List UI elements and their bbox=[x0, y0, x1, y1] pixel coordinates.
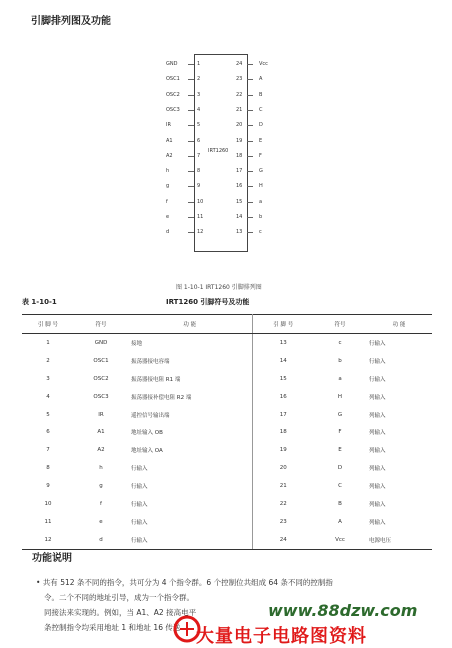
pin-number: 12 bbox=[197, 229, 204, 236]
cell-pin-number: 12 bbox=[22, 531, 74, 549]
cell-function-2: 列输入 bbox=[369, 448, 386, 455]
pin-label: OSC2 bbox=[166, 91, 180, 98]
table-row bbox=[22, 513, 432, 531]
pin-stub bbox=[247, 232, 253, 233]
table-row bbox=[22, 477, 432, 495]
pin-stub bbox=[247, 110, 253, 111]
pin-stub bbox=[247, 202, 253, 203]
cell-pin-number-2: 19 bbox=[279, 447, 287, 454]
pin-number: 23 bbox=[236, 76, 243, 83]
cell-symbol-2: a bbox=[338, 375, 342, 382]
pin-stub bbox=[188, 156, 194, 157]
pin-number: 17 bbox=[236, 168, 243, 175]
cell-function: 行输入 bbox=[128, 495, 252, 513]
cell-symbol-2: B bbox=[338, 500, 342, 507]
paragraph-line: 同接法来实现的。例如，当 A1、A2 接高电平 bbox=[44, 608, 197, 617]
cell-function: 振荡器接电阻 R1 端 bbox=[128, 370, 252, 388]
cell-pin-number-2: 13 bbox=[279, 339, 287, 346]
cell-pin-number-2: 24 bbox=[252, 531, 314, 549]
pin-number: 4 bbox=[197, 106, 201, 113]
pin-number: 19 bbox=[236, 137, 243, 144]
pin-label: e bbox=[166, 214, 170, 220]
cell-function-2: 列输入 bbox=[369, 501, 386, 508]
pin-stub bbox=[188, 110, 194, 111]
pin-number: 2 bbox=[197, 76, 201, 83]
watermark-text: 大量电子电路图资料 bbox=[196, 626, 367, 647]
cell-symbol-2: Vcc bbox=[314, 531, 366, 549]
pin-label: B bbox=[259, 91, 263, 98]
cell-function: 行输入 bbox=[128, 531, 252, 549]
header-symbol-2: 符号 bbox=[314, 315, 366, 334]
paragraph-line: 令。二个不同的地址引导，成为一个指令群。 bbox=[44, 593, 194, 602]
cell-symbol: OSC2 bbox=[93, 375, 109, 382]
cell-function-2: 列输入 bbox=[369, 394, 386, 401]
pin-stub bbox=[247, 217, 253, 218]
cell-symbol: d bbox=[74, 531, 128, 549]
cell-symbol-2: G bbox=[337, 411, 343, 418]
cell-symbol: e bbox=[99, 518, 103, 525]
table-row bbox=[22, 459, 432, 477]
pin-number: 22 bbox=[236, 91, 243, 98]
table-row bbox=[22, 334, 432, 352]
table-row bbox=[22, 370, 432, 388]
cell-pin-number: 8 bbox=[46, 465, 50, 472]
cell-pin-number-2: 17 bbox=[279, 411, 287, 418]
cell-function: 遥控信号输出端 bbox=[128, 406, 252, 424]
pin-number: 10 bbox=[197, 198, 204, 205]
cell-pin-number: 2 bbox=[46, 357, 50, 364]
pin-label: D bbox=[259, 122, 263, 129]
table-label: 表 1-10-1 bbox=[22, 298, 57, 306]
header-function-2: 功 能 bbox=[366, 315, 432, 334]
cell-pin-number: 4 bbox=[46, 393, 50, 400]
pin-stub bbox=[188, 171, 194, 172]
table-row bbox=[22, 406, 432, 424]
cell-function: 地址输入 OB bbox=[128, 423, 252, 441]
pin-stub bbox=[247, 141, 253, 142]
table-row bbox=[22, 352, 432, 370]
cell-pin-number: 10 bbox=[44, 500, 52, 507]
table-title: IRT1260 引脚符号及功能 bbox=[166, 298, 250, 306]
pin-number: 15 bbox=[236, 198, 243, 205]
pin-stub bbox=[247, 125, 253, 126]
pin-label: A bbox=[259, 76, 263, 83]
cell-function-2: 列输入 bbox=[369, 430, 386, 437]
cell-pin-number: 7 bbox=[46, 447, 50, 454]
cell-symbol-2: b bbox=[338, 357, 342, 364]
cell-function: 行输入 bbox=[128, 477, 252, 495]
cell-pin-number-2: 20 bbox=[279, 465, 287, 472]
table-row bbox=[22, 423, 432, 441]
pin-stub bbox=[188, 79, 194, 80]
cell-function-2: 电源电压 bbox=[366, 531, 432, 549]
page-heading: 引脚排列图及功能 bbox=[31, 16, 111, 27]
pin-number: 21 bbox=[236, 106, 243, 113]
pin-label: A2 bbox=[166, 152, 173, 159]
header-pin-number: 引 脚 号 bbox=[22, 315, 74, 334]
cell-function: 行输入 bbox=[128, 513, 252, 531]
pin-stub bbox=[247, 186, 253, 187]
pin-stub bbox=[247, 156, 253, 157]
header-function: 功 能 bbox=[128, 315, 252, 334]
cell-pin-number: 9 bbox=[46, 483, 50, 490]
cell-pin-number: 3 bbox=[46, 375, 50, 382]
section-title: 功能说明 bbox=[32, 553, 72, 564]
pin-stub bbox=[188, 95, 194, 96]
cell-pin-number-2: 16 bbox=[279, 393, 287, 400]
cell-function: 接地 bbox=[128, 334, 252, 352]
cell-symbol-2: A bbox=[338, 518, 342, 525]
cell-function-2: 列输入 bbox=[369, 466, 386, 473]
cell-symbol: f bbox=[100, 500, 102, 507]
table-row bbox=[22, 388, 432, 406]
header-pin-number-2: 引 脚 号 bbox=[252, 315, 314, 334]
cell-pin-number-2: 18 bbox=[279, 429, 287, 436]
cell-symbol-2: E bbox=[338, 447, 342, 454]
cell-pin-number-2: 22 bbox=[279, 500, 287, 507]
pin-label: F bbox=[259, 152, 262, 159]
cell-symbol: A1 bbox=[97, 429, 105, 436]
pin-label: OSC3 bbox=[166, 106, 180, 113]
cell-symbol: IR bbox=[98, 411, 104, 418]
pin-label: IR bbox=[166, 122, 171, 129]
pin-label: Vcc bbox=[259, 61, 268, 67]
cell-function: 行输入 bbox=[128, 459, 252, 477]
cell-function-2: 列输入 bbox=[369, 484, 386, 491]
cell-pin-number: 5 bbox=[46, 411, 50, 418]
cell-function-2: 行输入 bbox=[369, 340, 386, 347]
pin-stub bbox=[188, 141, 194, 142]
cell-symbol: GND bbox=[94, 339, 108, 346]
pin-label: c bbox=[259, 229, 262, 236]
pin-number: 24 bbox=[236, 61, 243, 67]
header-symbol: 符号 bbox=[74, 315, 128, 334]
cell-function: 振荡器接电容端 bbox=[128, 352, 252, 370]
pin-number: 11 bbox=[197, 214, 204, 220]
table-row bbox=[22, 495, 432, 513]
cell-function-2: 行输入 bbox=[369, 358, 386, 365]
cell-function-2: 列输入 bbox=[369, 519, 386, 526]
pin-stub bbox=[247, 64, 253, 65]
cell-symbol: OSC1 bbox=[93, 357, 109, 364]
pin-label: g bbox=[166, 183, 170, 190]
pin-label: A1 bbox=[166, 137, 173, 144]
cell-pin-number: 6 bbox=[46, 429, 50, 436]
pin-number: 18 bbox=[236, 152, 243, 159]
pin-label: f bbox=[166, 198, 168, 205]
cell-symbol: h bbox=[99, 465, 103, 472]
pin-label: b bbox=[259, 214, 263, 220]
pin-number: 8 bbox=[197, 168, 201, 175]
table-row bbox=[22, 441, 432, 459]
pin-stub bbox=[247, 79, 253, 80]
watermark-url: www.88dzw.com bbox=[268, 601, 418, 620]
pin-number: 9 bbox=[197, 183, 201, 190]
pin-label: GND bbox=[166, 61, 178, 67]
cell-symbol-2: C bbox=[338, 483, 342, 490]
cell-pin-number-2: 23 bbox=[279, 518, 287, 525]
pin-stub bbox=[188, 202, 194, 203]
pin-stub bbox=[188, 232, 194, 233]
pin-label: G bbox=[259, 168, 263, 175]
pin-number: 5 bbox=[197, 122, 201, 129]
cell-pin-number-2: 14 bbox=[279, 357, 287, 364]
pin-label: H bbox=[259, 183, 263, 190]
pin-number: 13 bbox=[236, 229, 243, 236]
pin-stub bbox=[188, 217, 194, 218]
pin-stub bbox=[188, 64, 194, 65]
cell-function: 地址输入 OA bbox=[128, 441, 252, 459]
paragraph-line: • 共有 512 条不同的指令，共可分为 4 个指令群。6 个控制位共组成 64 条不同的控制指 bbox=[36, 578, 333, 587]
table-header-row bbox=[22, 315, 432, 334]
pin-number: 7 bbox=[197, 152, 201, 159]
chip-name: IRT1260 bbox=[208, 148, 229, 154]
pin-number: 3 bbox=[197, 91, 201, 98]
figure-caption: 图 1-10-1 IRT1260 引脚排列图 bbox=[176, 284, 262, 291]
cell-pin-number: 1 bbox=[46, 339, 50, 346]
pin-number: 1 bbox=[197, 61, 201, 67]
pin-stub bbox=[247, 95, 253, 96]
pin-label: a bbox=[259, 198, 263, 205]
pin-label: E bbox=[259, 137, 263, 144]
pin-stub bbox=[247, 171, 253, 172]
pin-number: 6 bbox=[197, 137, 201, 144]
cell-symbol-2: H bbox=[337, 393, 343, 400]
pin-label: OSC1 bbox=[166, 76, 180, 83]
cell-pin-number-2: 21 bbox=[279, 483, 287, 490]
cell-pin-number-2: 15 bbox=[279, 375, 287, 382]
cell-symbol: OSC3 bbox=[93, 393, 109, 400]
cell-symbol-2: c bbox=[338, 339, 342, 346]
pin-function-table bbox=[22, 314, 432, 550]
pin-label: h bbox=[166, 168, 170, 175]
cell-symbol: g bbox=[99, 483, 103, 490]
table-row bbox=[22, 531, 432, 549]
cell-symbol: A2 bbox=[97, 447, 105, 454]
cell-symbol-2: D bbox=[337, 465, 343, 472]
pin-number: 16 bbox=[236, 183, 243, 190]
pin-number: 14 bbox=[236, 214, 243, 220]
paragraph-line: 条控制指令均采用地址 1 和地址 16 传送 bbox=[44, 623, 181, 632]
pin-stub bbox=[188, 186, 194, 187]
cell-function-2: 行输入 bbox=[369, 376, 386, 383]
pin-stub bbox=[188, 125, 194, 126]
pin-label: d bbox=[166, 229, 170, 236]
cell-symbol-2: F bbox=[338, 429, 342, 436]
cell-function: 振荡器接补偿电阻 R2 端 bbox=[128, 388, 252, 406]
pin-number: 20 bbox=[236, 122, 243, 129]
pin-label: C bbox=[259, 106, 263, 113]
cell-pin-number: 11 bbox=[44, 518, 52, 525]
cell-function-2: 列输入 bbox=[369, 412, 386, 419]
